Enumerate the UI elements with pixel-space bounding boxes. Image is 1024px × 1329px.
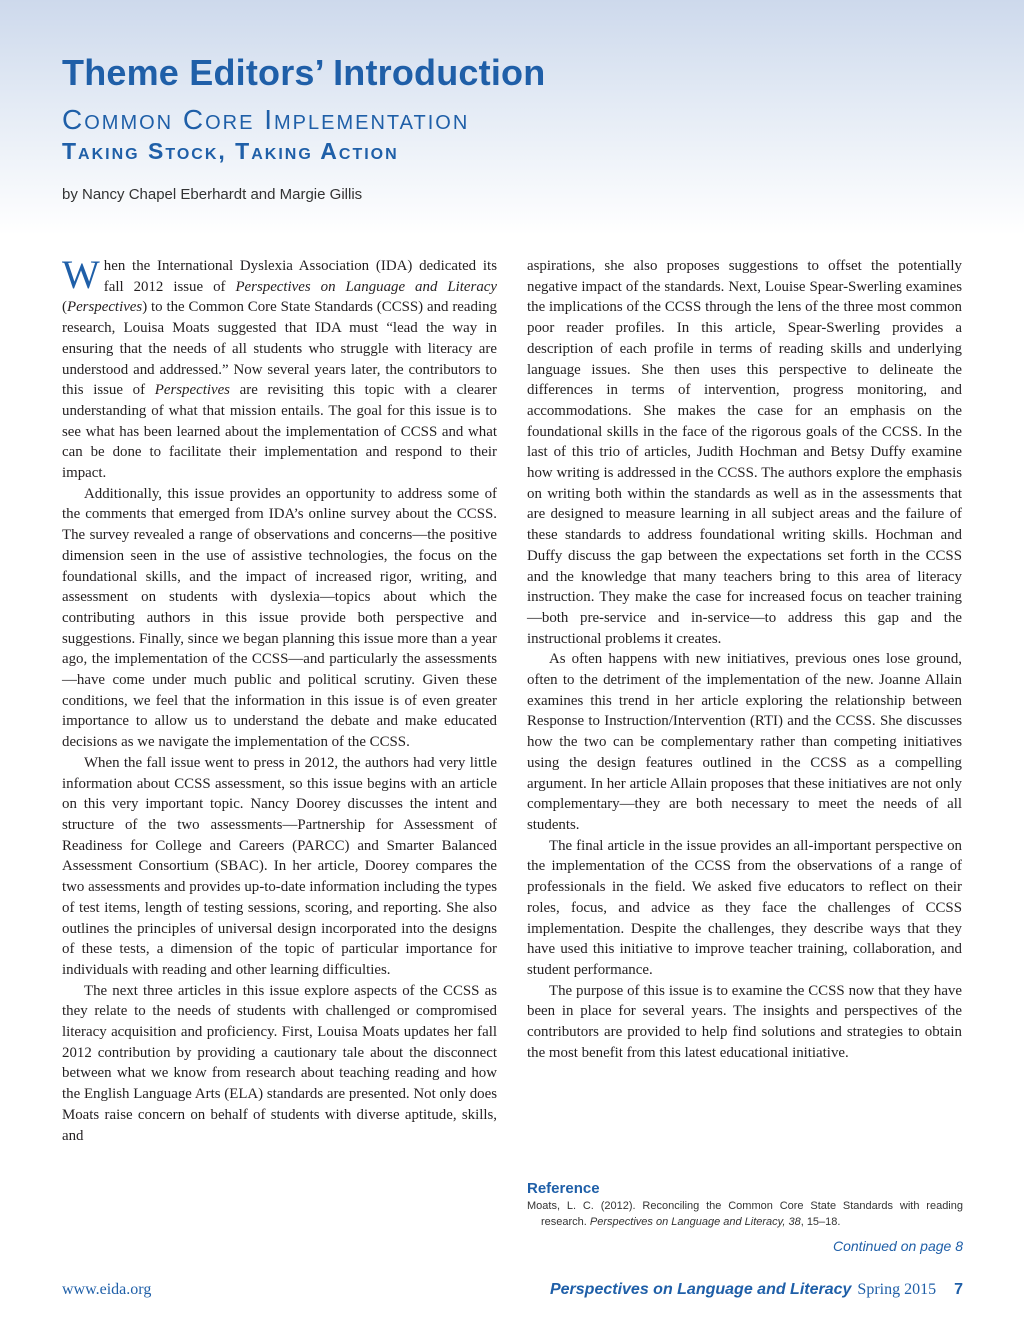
paragraph: As often happens with new initiatives, previous ones lose ground, often to the detriment of the implementation of the new. Joanne Allain examines this trend in her article exploring the relationship between Response to Instruction/Intervention (RTI) and the CCSS. She discusses how the two can be complementary rather than competing initiatives using the design features outlined in the CCSS as a compelling argument. In her article Allain proposes that these initiatives are not only complementary—they are both necessary to meet the needs of all students.	[527, 651, 962, 833]
byline: by Nancy Chapel Eberhardt and Margie Gillis	[62, 186, 363, 203]
paragraph: The purpose of this issue is to examine the CCSS now that they have been in place for several years. The insights and perspectives of the contributors are provided to help find solutions and strategies to obtain the most benefit from this latest educational initiative.	[527, 982, 962, 1061]
paragraph: The next three articles in this issue explore aspects of the CCSS as they relate to the needs of students with challenged or compromised literacy acquisition and proficiency. First, Louisa Moats updates her fall 2012 contribution by providing a cautionary tale about the disconnect between what we know from research about teaching reading and how the English Language Arts (ELA) standards are presented. Not only does Moats raise concern on behalf of students with diverse aptitude, skills, and	[62, 982, 497, 1144]
reference-heading: Reference	[527, 1180, 600, 1197]
paragraph: The final article in the issue provides an all-important perspective on the implementation of the CCSS from the observations of a range of professionals in the field. We asked five educators to reflect on their roles, focus, and advice as they face the challenges of CCSS implementation. Despite the challenges, they describe ways that they have used this initiative to improve teacher training, collaboration, and student performance.	[527, 837, 962, 978]
drop-cap: W	[62, 252, 100, 297]
right-column	[527, 256, 962, 1063]
reference-entry: Moats, L. C. (2012). Reconciling the Common Core State Standards with reading research. Perspectives on Language and Literacy, 38, 15–18.	[527, 1200, 963, 1228]
paragraph: aspirations, she also proposes suggestions to offset the potentially negative impact of the standards. Next, Louise Spear-Swerling examines the implications of the CCSS through the lens of the three most common poor reader profiles. In this article, Spear-Swerling provides a description of each profile in terms of reading skills and underlying language issues. She then uses this perspective to delineate the differences in terms of intervention, progress monitoring, and accommodations. She makes the case for an emphasis on the foundational skills in the face of the rigorous goals of the CCSS. In the last of this trio of articles, Judith Hochman and Betsy Duffy examine how writing is addressed in the CCSS. The authors explore the emphasis on writing both within the standards as well as in the assessments that are designed to measure learning in all subject areas and the failure of these standards to address foundational writing skills. Hochman and Duffy discuss the gap between the expectations set forth in the CCSS and the knowledge that many teachers bring to this area of literacy instruction. They make the case for increased focus on teacher training—both pre-service and in-service—to address this gap and the instructional problems it creates.	[527, 258, 962, 647]
page-number: 7	[954, 1281, 963, 1298]
journal-name: Perspectives on Language and Literacy	[549, 1281, 852, 1298]
paragraph: When the fall issue went to press in 2012, the authors had very little information about CCSS assessment, so this issue begins with an article on this very important topic. Nancy Doorey discusses the intent and structure of the two assessments—Partnership for Assessment of Readiness for College and Careers (PARCC) and Smarter Balanced Assessment Consortium (SBAC). In her article, Doorey compares the two assessments and provides up-to-date information including the types of test items, length of testing sessions, scoring, and reporting. She also outlines the principles of universal design incorporated into the designs of these tests, a dimension of the topic of particular importance for individuals with reading and other learning difficulties.	[62, 754, 497, 978]
article-subtitle-secondary: Taking Stock, Taking Action	[62, 138, 399, 164]
footer-publication-info	[550, 1281, 963, 1299]
article-subtitle: Common Core Implementation	[62, 104, 470, 135]
paragraph: When the International Dyslexia Association (IDA) dedicated its fall 2012 issue of Perspectives on Language and Literacy (Perspectives) to the Common Core State Standards (CCSS) and reading research, Louisa Moats suggested that IDA must “lead the way in ensuring that the needs of all students who struggle with literacy are understood and addressed.” Now several years later, the contributors to this issue of Perspectives are revisiting this topic with a clearer understanding of what that mission entails. The goal for this issue is to see what has been learned about the implementation of CCSS and what can be done to facilitate their implementation and respond to their impact.	[62, 252, 497, 482]
continued-link[interactable]: Continued on page 8	[833, 1238, 963, 1254]
issue-season: Spring 2015	[857, 1281, 937, 1298]
footer-website-link[interactable]: www.eida.org	[62, 1281, 152, 1298]
article-title: Theme Editors’ Introduction	[62, 52, 546, 93]
left-column	[62, 252, 497, 1146]
paragraph: Additionally, this issue provides an opportunity to address some of the comments that emerged from IDA’s online survey about the CCSS. The survey revealed a range of observations and concerns—the positive dimension seen in the use of assistive technologies, the focus on the foundational skills, and the impact of increased rigor, writing, and assessment on students with dyslexia—topics about which the contributing authors in this issue provide both perspective and suggestions. Finally, since we began planning this issue more than a year ago, the implementation of the CCSS—and particularly the assessments—have come under much public and political scrutiny. Given these conditions, we feel that the information in this issue is of even greater importance to allow us to understand the debate and make educated decisions as we navigate the implementation of the CCSS.	[62, 485, 497, 751]
